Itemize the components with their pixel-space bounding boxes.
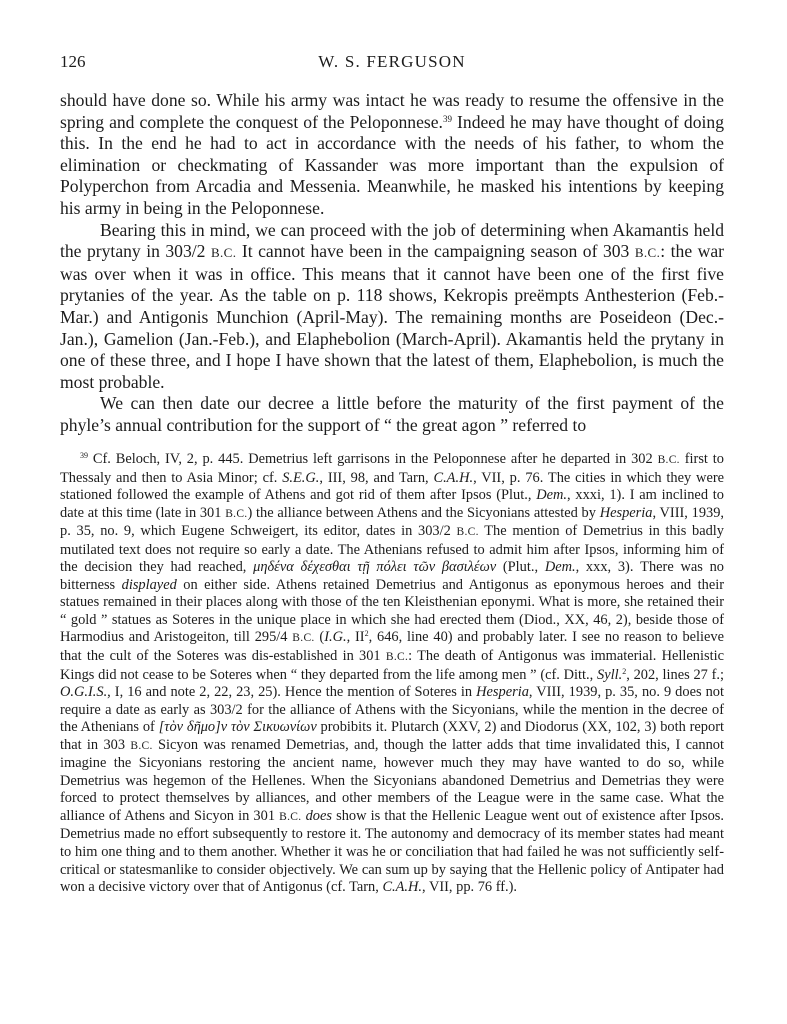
footnote-39: $^{39}$ Cf. Beloch, IV, 2, p. 445. Demetrius left garrisons in the Peloponnese after he departed in 302 B.C. first to Thessaly and then to Asia Minor; cf. S.E.G., III, 98, and Tarn, C.A.H., VII, p. 76. The cities in which they were stationed followed the example of Athens and got rid of them after Ipsos (Plut., Dem., xxxi, 1). I am inclined to date at this time (late in 301 B.C.) the alliance between Athens and the Sicyonians attested by Hesperia, VIII, 1939, p. 35, no. 9, which Eugene Schweigert, its editor, dates in 303/2 B.C. The mention of Demetrius in this badly mutilated text does not require so early a date. The Athenians refused to admit him after Ipsos, informing him of the decision they had reached, μηδένα δέχεσθαι τῇ πόλει τῶν βασιλέων (Plut., Dem., xxx, 3). There was no bitterness displayed on either side. Athens retained Demetrius and Antigonus as eponymous heroes and their statues remained in their places along with those of the ten Kleisthenian eponymi. What is more, she retained their “ gold ” statues as Soteres in the unique place in which she had erected them (Diod., XX, 46, 2), beside those of Harmodius and Aristogeiton, till 295/4 B.C. (I.G., II$^2$, 646, line 40) and probably later. I see no reason to believe that the cult of the Soteres was dis-established in 301 B.C.: The death of Antigonus was immaterial. Hellenistic Kings did not cease to be Soteres when “ they departed from the life among men ” (cf. Ditt., Syll.$^2$, 202, lines 27 f.; O.G.I.S., I, 16 and note 2, 22, 23, 25). Hence the mention of Soteres in Hesperia, VIII, 1939, p. 35, no. 9 does not require a date as early as 303/2 for the alliance of Athens with the Sicyonians, while the mention in the decree of the Athenians of [τὸν δῆμο]ν τὸν Σικυωνίων probibits it. Plutarch (XXV, 2) and Diodorus (XX, 102, 3) both report that in 303 B.C. Sicyon was renamed Demetrias, and, though the latter adds that time invalidated this, I cannot imagine the Sicyonians restoring the ancient name, however much they may have wanted to do so, while Demetrius was hegemon of the Hellenes. When the Sicyonians abandoned Demetrius and Demetrias they were forced to protect themselves by alliances, and other members of the League were in the same case. What the alliance of Athens and Sicyon in 301 B.C. does show is that the Hellenic League went out of existence after Ipsos. Demetrius made no effort subsequently to restore it. The autonomy and democracy of its member states had meant to him one thing and to them another. Whether it was he or conciliation that had failed he was not sufficiently self-critical or statesmanlike to consider objectively. We can sum up by saying that the Hellenic policy of Antipater had won a decisive victory over that of Antigonus (cf. Tarn, C.A.H., VII, pp. 76 ff.). (60, 451, 725, 896)
page-number: 126 (60, 52, 86, 71)
page-header (60, 52, 724, 74)
greek-quote: μηδένα δέχεσθαι τῇ πόλει τῶν βασιλέων (253, 559, 497, 576)
footnote-number: 39 (80, 451, 88, 460)
paragraph-2: Bearing this in mind, we can proceed with the job of determining when Akamantis held the prytany in 303/2 B.C. It cannot have been in the campaigning season of 303 B.C.: the war was over when it was in office. This means that it cannot have been one of the first five prytanies of the year. As the table on p. 118 shows, Kekropis preëmpts Anthesterion (Feb.-Mar.) and Antigonis Munchion (April-May). The remaining months are Poseideon (Dec.-Jan.), Gamelion (Jan.-Feb.), and Elaphebolion (March-April). Akamantis held the prytany in one of these three, and I hope I have shown that the latest of them, Elaphebolion, is much the most probable. (60, 219, 725, 392)
running-head: W. S. FERGUSON (318, 52, 466, 71)
main-text (60, 90, 724, 437)
paragraph-3: We can then date our decree a little before the maturity of the first payment of the phyle’s annual contribution for the support of “ the great agon ” referred to (60, 393, 724, 435)
paragraph-1: should have done so. While his army was intact he was ready to resume the offensive in the spring and complete the conquest of the Peloponnese.$^{39}$ Indeed he may have thought of doing this. In the end he had to act in accordance with the needs of his father, to whom the elimination or checkmating of Kassander was more important than the expulsion of Polyperchon from Arcadia and Messenia. Meanwhile, he masked his intentions by keeping his army in being in the Peloponnese. (60, 90, 724, 218)
greek-quote: [τὸν δῆμο]ν τὸν Σικυωνίων (158, 719, 317, 736)
footnote-reference: 39 (442, 113, 452, 124)
